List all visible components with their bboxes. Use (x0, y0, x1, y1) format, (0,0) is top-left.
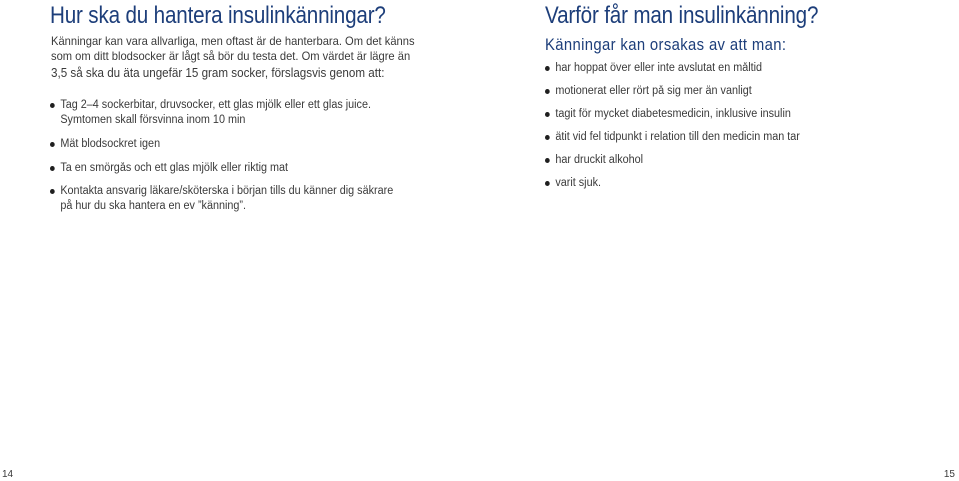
list-item (50, 137, 160, 152)
page-number-right: 15 (943, 469, 955, 480)
list-item (50, 184, 393, 213)
bullet-icon (50, 103, 55, 108)
list-item-line: Tag 2–4 sockerbitar, druvsocker, ett glas mjölk eller ett glas juice. (60, 99, 371, 111)
list-item-line: Mät blodsockret igen (60, 138, 161, 150)
left-page-title: Hur ska du hantera insulinkänningar? (50, 2, 386, 29)
intro-line-3: 3,5 så ska du äta ungefär 15 gram socker, förslagsvis genom att: (51, 66, 385, 80)
list-item-line: har druckit alkohol (555, 154, 644, 166)
page-number-left: 14 (2, 469, 14, 480)
right-page-subtitle: Känningar kan orsakas av att man: (545, 36, 787, 54)
list-item (545, 84, 752, 99)
list-item-line: ätit vid fel tidpunkt i relation till den medicin man tar (555, 131, 800, 143)
bullet-icon (545, 135, 550, 140)
bullet-icon (545, 181, 550, 186)
right-page (479, 0, 959, 481)
list-item-line: tagit för mycket diabetesmedicin, inklusive insulin (555, 108, 791, 120)
intro-line-1: Känningar kan vara allvarliga, men oftast är de hanterbara. Om det känns (51, 34, 415, 48)
intro-paragraph (51, 34, 415, 63)
bullet-icon (50, 142, 55, 147)
list-item-line: på hur du ska hantera en ev ”känning”. (60, 199, 247, 212)
list-item-line: motionerat eller rört på sig mer än vanligt (555, 85, 752, 97)
bullet-icon (545, 158, 550, 163)
right-page-title: Varför får man insulinkänning? (545, 2, 819, 29)
bullet-icon (545, 89, 550, 94)
bullet-icon (545, 112, 550, 117)
bullet-icon (50, 166, 55, 171)
list-item-line: Symtomen skall försvinna inom 10 min (60, 113, 246, 126)
list-item (545, 107, 791, 122)
list-item (50, 98, 371, 127)
list-item (545, 153, 643, 168)
left-page (0, 0, 479, 481)
list-item (545, 176, 601, 191)
list-item (545, 130, 800, 145)
list-item-line: Ta en smörgås och ett glas mjölk eller riktig mat (60, 162, 289, 174)
list-item-line: varit sjuk. (555, 177, 602, 189)
list-item-line: Kontakta ansvarig läkare/sköterska i början tills du känner dig säkrare (60, 185, 394, 197)
bullet-icon (545, 66, 550, 71)
list-item (50, 161, 288, 176)
bullet-icon (50, 189, 55, 194)
intro-paragraph-continued (51, 66, 384, 81)
list-item (545, 61, 762, 76)
intro-line-2: som om ditt blodsocker är lågt så bör du testa det. Om värdet är lägre än (51, 48, 411, 63)
list-item-line: har hoppat över eller inte avslutat en måltid (555, 62, 763, 74)
